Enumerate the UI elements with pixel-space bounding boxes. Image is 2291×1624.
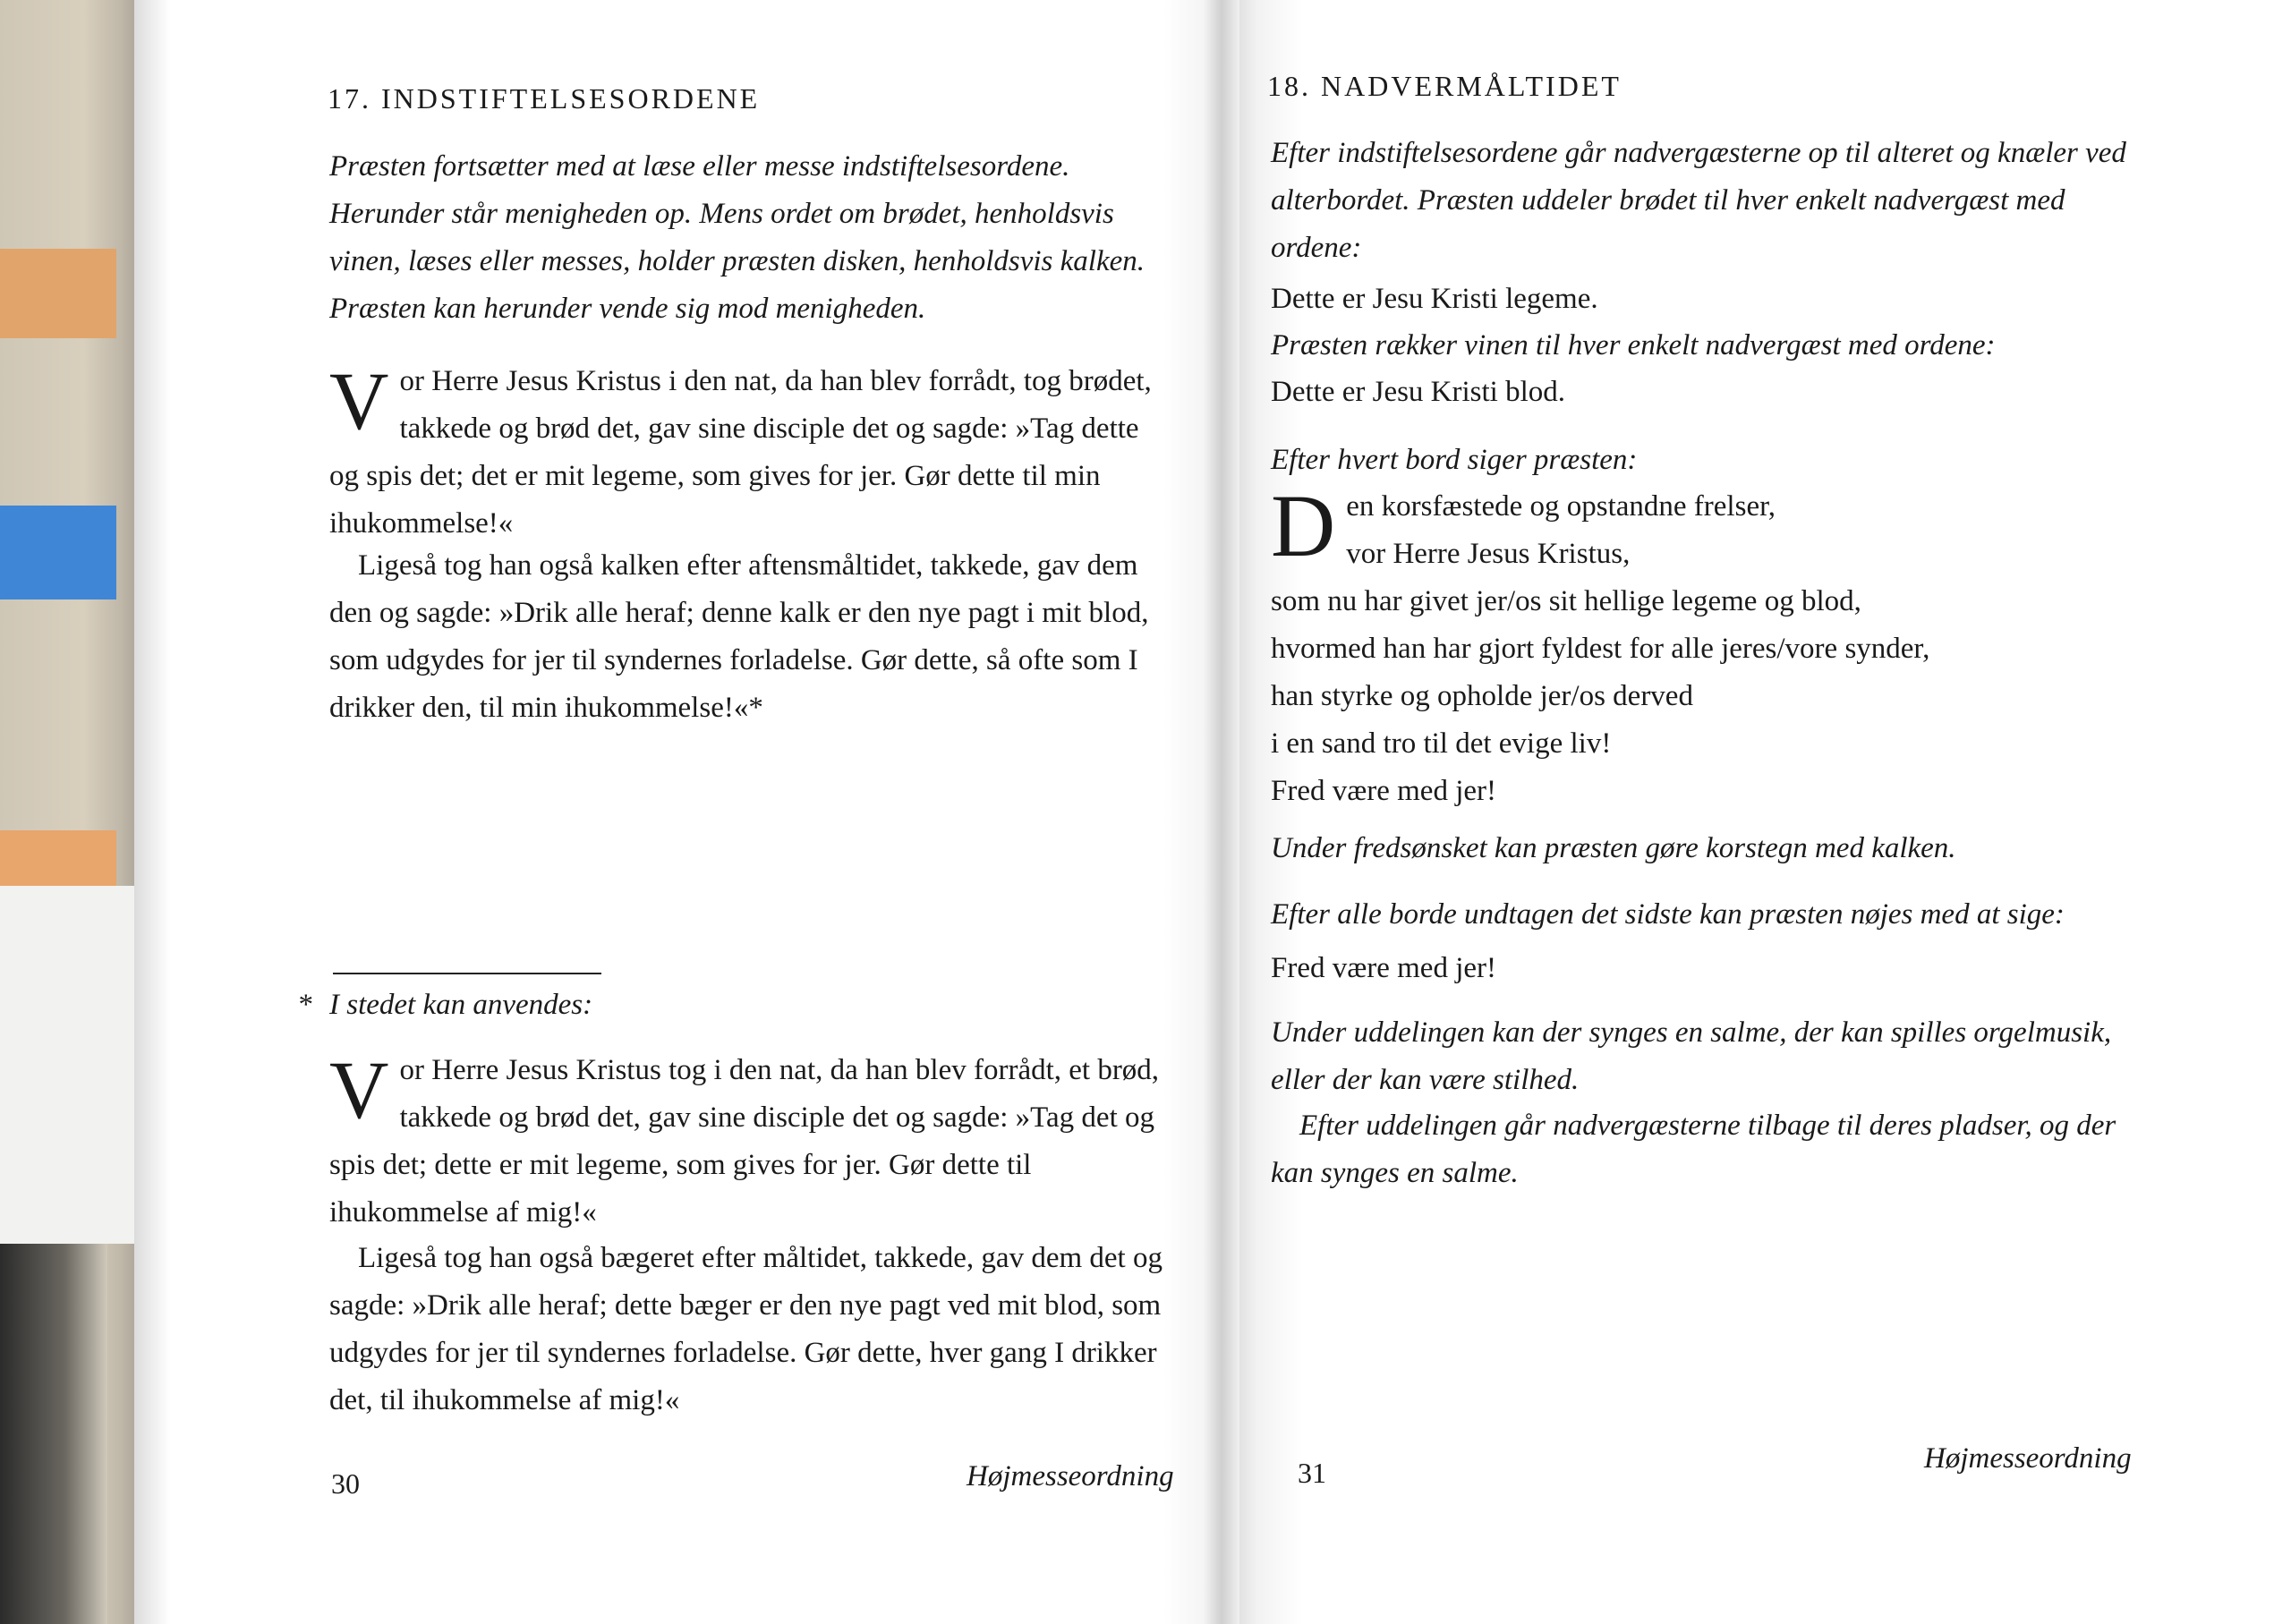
footnote-mark: *	[297, 989, 312, 1021]
footnote-label: I stedet kan anvendes:	[329, 989, 593, 1021]
drop-cap: D	[1271, 476, 1336, 575]
communion-intro-rubric: Efter indstiftelsesordene går nadvergæsterne op til alteret og knæler ved alterbordet. Præsten uddeler brødet til hver enkelt nadvergæst med ordene:	[1271, 137, 2126, 264]
alt-text-1: or Herre Jesus Kristus tog i den nat, da han blev forrådt, et brød, takkede og brød det, gav sine disciple det og sagde: »Tag det og spis det; dette er mit legeme, som gives for jer. Gør dette til ihukommelse af mig!«	[329, 1054, 1160, 1229]
blessing-line: som nu har givet jer/os sit hellige legeme og blod,	[1271, 585, 1861, 617]
peace-rubric: Under fredsønsket kan præsten gøre korstegn med kalken.	[1271, 832, 1956, 864]
institution-text-2: Ligeså tog han også kalken efter aftensmåltidet, takkede, gav dem den og sagde: »Drik alle heraf; denne kalk er den nye pagt i mit blod, som udgydes for jer til syndernes forladelse. Gør dette, så ofte som I drikker den, til min ihukommelse!«*	[329, 549, 1149, 724]
peace-words: Fred være med jer!	[1271, 952, 1496, 984]
blessing-line: han styrke og opholde jer/os derved	[1271, 680, 1693, 712]
page-number-right: 31	[1298, 1457, 1326, 1489]
distribution-rubric: Under uddelingen kan der synges en salme, der kan spilles orgelmusik, eller der kan være stilhed.	[1271, 1016, 2112, 1096]
bread-words: Dette er Jesu Kristi legeme.	[1271, 283, 1598, 315]
drop-cap: V	[329, 355, 389, 446]
running-foot-right: Højmesseordning	[1924, 1442, 2132, 1475]
blessing-line: i en sand tro til det evige liv!	[1271, 727, 1612, 760]
institution-words-bread	[329, 355, 1171, 548]
blessing-line: en korsfæstede og opstandne frelser,	[1346, 490, 1776, 523]
last-table-rubric: Efter alle borde undtagen det sidste kan præsten nøjes med at sige:	[1271, 898, 2065, 931]
bookmark-paper-strip	[0, 886, 134, 1244]
blessing	[1271, 476, 2130, 815]
running-foot-left: Højmesseordning	[967, 1460, 1174, 1492]
institution-words-cup	[329, 542, 1171, 732]
alt-text-2: Ligeså tog han også bægeret efter måltidet, takkede, gav dem det og sagde: »Drik alle heraf; dette bæger er den nye pagt ved mit blod, som udgydes for jer til syndernes forladelse. Gør dette, hver gang I drikker det, til ihukommelse af mig!«	[329, 1242, 1163, 1416]
bookmark-tab-orange	[0, 249, 116, 338]
blessing-line: Fred være med jer!	[1271, 775, 1496, 807]
alt-words-cup	[329, 1235, 1171, 1424]
table-rubric: Efter hvert bord siger præsten:	[1271, 444, 1638, 476]
blessing-line: vor Herre Jesus Kristus,	[1346, 538, 1631, 570]
alt-words-bread	[329, 1044, 1171, 1237]
wine-words: Dette er Jesu Kristi blod.	[1271, 376, 1566, 408]
section-heading-18: 18. NADVERMÅLTIDET	[1267, 70, 1622, 102]
book-cover-edge	[0, 1244, 107, 1624]
book-gutter	[1204, 0, 1239, 1624]
wine-rubric: Præsten rækker vinen til hver enkelt nadvergæst med ordene:	[1271, 329, 1996, 361]
institution-text-1: or Herre Jesus Kristus i den nat, da han blev forrådt, tog brødet, takkede og brød det, gav sine disciple det og sagde: »Tag dette og spis det; det er mit legeme, som gives for jer. Gør dette til min ihukommelse!«	[329, 365, 1152, 540]
blessing-line: hvormed han har gjort fyldest for alle jeres/vore synder,	[1271, 633, 1930, 665]
bookmark-tab-blue	[0, 506, 116, 599]
after-distribution-rubric: Efter uddelingen går nadvergæsterne tilbage til deres pladser, og der kan synges en salme.	[1271, 1110, 2116, 1189]
intro-rubric: Præsten fortsætter med at læse eller messe indstiftelsesordene. Herunder står menigheden op. Mens ordet om brødet, henholdsvis vinen, læses eller messes, holder præsten disken, henholdsvis kalken. Præsten kan herunder vende sig mod menigheden.	[329, 150, 1145, 325]
page-number-left: 30	[331, 1467, 360, 1500]
section-heading-17: 17. INDSTIFTELSESORDENE	[328, 82, 761, 115]
bookmark-tab-orange-lower	[0, 830, 116, 893]
footnote-rule	[333, 973, 601, 974]
drop-cap: V	[329, 1044, 389, 1135]
